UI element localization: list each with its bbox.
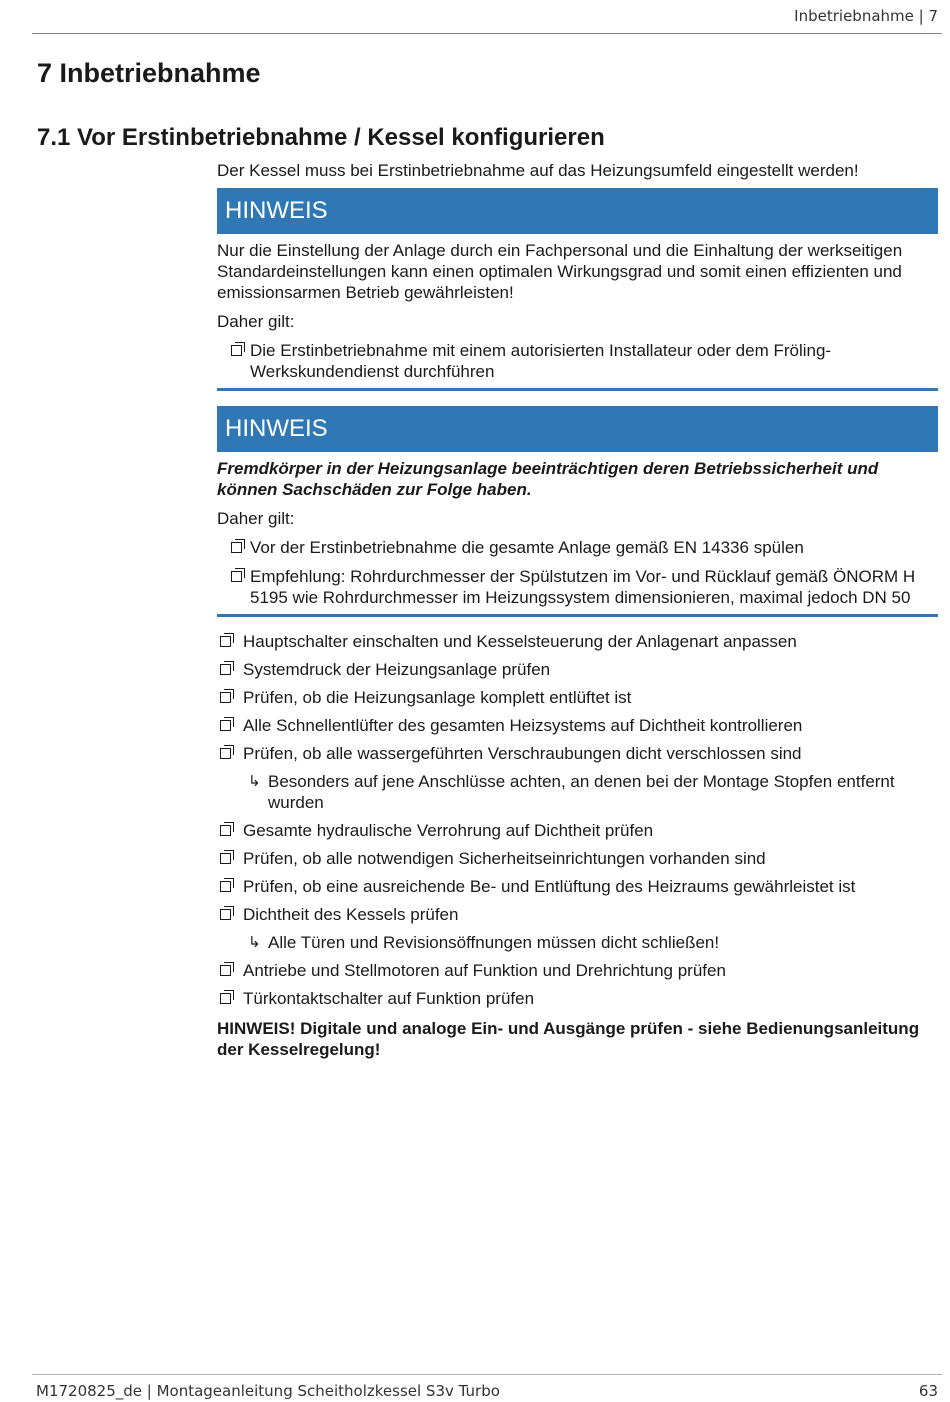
list-item-text: Vor der Erstinbetriebnahme die gesamte Anlage gemäß EN 14336 spülen bbox=[250, 538, 804, 557]
list-item-text: Alle Schnellentlüfter des gesamten Heizsystems auf Dichtheit kontrollieren bbox=[243, 716, 803, 735]
notice-text: Fremdkörper in der Heizungsanlage beeinträchtigen deren Betriebssicherheit und können Sachschäden zur Folge haben. bbox=[217, 459, 879, 499]
list-item-text: Antriebe und Stellmotoren auf Funktion und Drehrichtung prüfen bbox=[243, 961, 726, 980]
checkbox-icon bbox=[220, 720, 231, 731]
checkbox-icon bbox=[231, 571, 242, 582]
chapter-title: 7 Inbetriebnahme bbox=[37, 58, 261, 88]
list-item-text: Gesamte hydraulische Verrohrung auf Dichtheit prüfen bbox=[243, 821, 654, 840]
notice-box-2 bbox=[217, 406, 938, 617]
checkbox-icon bbox=[220, 881, 231, 892]
list-item bbox=[217, 988, 938, 1009]
final-note: HINWEIS! Digitale und analoge Ein- und Ausgänge prüfen - siehe Bedienungsanleitung der Kesselregelung! bbox=[217, 1019, 920, 1059]
daher-gilt: Daher gilt: bbox=[217, 509, 295, 528]
list-item bbox=[217, 743, 938, 764]
content bbox=[217, 160, 938, 1060]
notice-box-1 bbox=[217, 188, 938, 391]
list-item bbox=[217, 715, 938, 736]
list-item bbox=[217, 659, 938, 680]
list-item-text: Alle Türen und Revisionsöffnungen müssen dicht schließen! bbox=[268, 933, 720, 952]
list-item bbox=[217, 687, 938, 708]
result-arrow-icon: ↳ bbox=[248, 772, 261, 790]
checkbox-icon bbox=[220, 748, 231, 759]
list-item-text: Systemdruck der Heizungsanlage prüfen bbox=[243, 660, 551, 679]
checkbox-icon bbox=[220, 664, 231, 675]
list-item-text: Dichtheit des Kessels prüfen bbox=[243, 905, 459, 924]
intro-text: Der Kessel muss bei Erstinbetriebnahme auf das Heizungsumfeld eingestellt werden! bbox=[217, 161, 859, 180]
section-title: 7.1 Vor Erstinbetriebnahme / Kessel konfigurieren bbox=[37, 124, 605, 151]
list-item-text: Prüfen, ob die Heizungsanlage komplett entlüftet ist bbox=[243, 688, 632, 707]
list-item bbox=[217, 340, 938, 382]
list-item bbox=[217, 876, 938, 897]
list-item-text: Hauptschalter einschalten und Kesselsteuerung der Anlagenart anpassen bbox=[243, 632, 797, 651]
list-item bbox=[217, 820, 938, 841]
list-item bbox=[217, 566, 938, 608]
notice-text: Nur die Einstellung der Anlage durch ein Fachpersonal und die Einhaltung der werkseitigen Standardeinstellungen kann einen optimalen Wirkungsgrad und somit einen effizienten und emissionsarmen Betrieb gewährleisten! bbox=[217, 241, 903, 302]
list-item-text: Die Erstinbetriebnahme mit einem autorisierten Installateur oder dem Fröling-Werkskundendienst durchführen bbox=[250, 341, 832, 381]
list-item bbox=[217, 960, 938, 981]
page-footer bbox=[32, 1374, 942, 1402]
checkbox-icon bbox=[231, 542, 242, 553]
result-arrow-icon: ↳ bbox=[248, 933, 261, 951]
page-number: 63 bbox=[918, 1382, 938, 1400]
step-list bbox=[217, 631, 938, 1009]
list-item-text: Prüfen, ob eine ausreichende Be- und Entlüftung des Heizraums gewährleistet ist bbox=[243, 877, 856, 896]
list-item-text: Prüfen, ob alle notwendigen Sicherheitseinrichtungen vorhanden sind bbox=[243, 849, 766, 868]
checkbox-icon bbox=[220, 909, 231, 920]
checkbox-icon bbox=[220, 853, 231, 864]
checkbox-icon bbox=[220, 692, 231, 703]
list-item-text: Türkontaktschalter auf Funktion prüfen bbox=[243, 989, 535, 1008]
header-chapter: Inbetriebnahme | 7 bbox=[794, 7, 938, 25]
list-item bbox=[217, 848, 938, 869]
notice-divider bbox=[217, 614, 938, 617]
checkbox-icon bbox=[220, 965, 231, 976]
list-item-text: Besonders auf jene Anschlüsse achten, an denen bei der Montage Stopfen entfernt wurden bbox=[268, 772, 895, 812]
list-subitem bbox=[217, 771, 938, 813]
notice-label: HINWEIS bbox=[217, 406, 938, 452]
list-item bbox=[217, 904, 938, 925]
checkbox-icon bbox=[231, 345, 242, 356]
page-header bbox=[32, 0, 942, 34]
checkbox-icon bbox=[220, 636, 231, 647]
daher-gilt: Daher gilt: bbox=[217, 312, 295, 331]
list-subitem bbox=[217, 932, 938, 953]
list-item bbox=[217, 537, 938, 558]
notice-label: HINWEIS bbox=[217, 188, 938, 234]
checkbox-icon bbox=[220, 993, 231, 1004]
list-item-text: Empfehlung: Rohrdurchmesser der Spülstutzen im Vor- und Rücklauf gemäß ÖNORM H 5195 wie Rohrdurchmesser im Heizungssystem dimensionieren, maximal jedoch DN 50 bbox=[250, 567, 916, 607]
notice-divider bbox=[217, 388, 938, 391]
footer-document-title: M1720825_de | Montageanleitung Scheitholzkessel S3v Turbo bbox=[36, 1382, 500, 1400]
list-item-text: Prüfen, ob alle wassergeführten Verschraubungen dicht verschlossen sind bbox=[243, 744, 802, 763]
checkbox-icon bbox=[220, 825, 231, 836]
list-item bbox=[217, 631, 938, 652]
